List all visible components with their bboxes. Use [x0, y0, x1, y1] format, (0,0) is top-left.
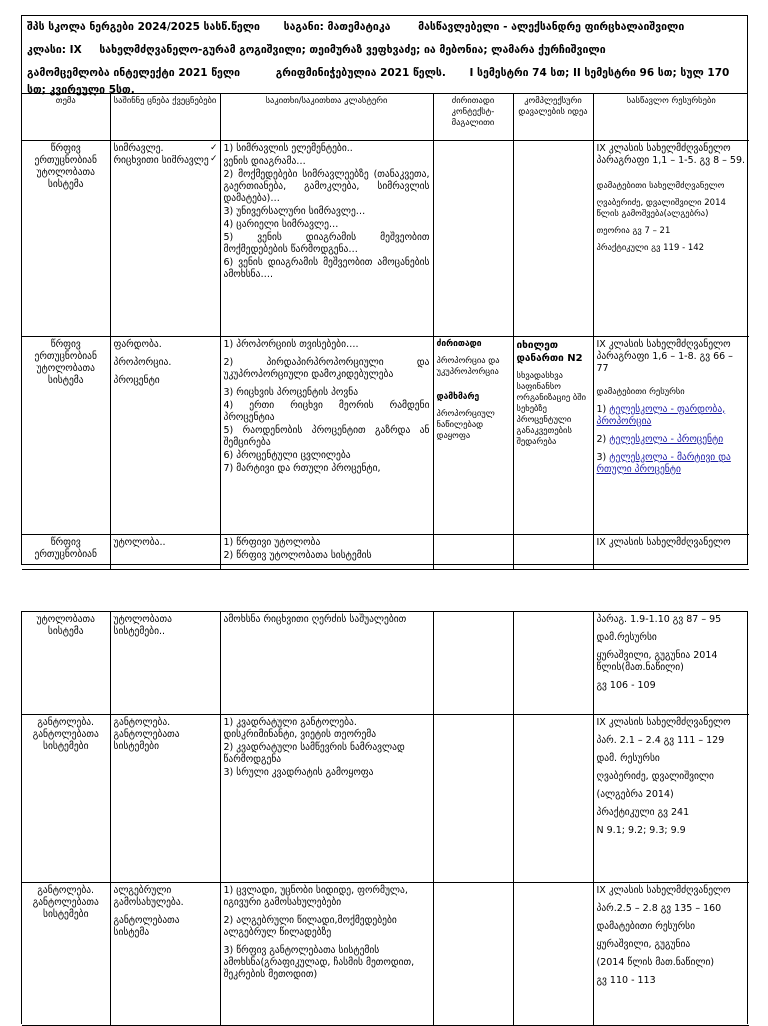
resource-item: ღვაბერიძე, დვალიშვილი 2014 წლის გამოშვება(ალგებრა): [596, 197, 726, 219]
resource-item: გვ 106 - 109: [596, 680, 656, 691]
task-label: იხილეთ დანართი N2: [516, 339, 583, 364]
table-row: [22, 534, 749, 569]
table-header-row: [22, 94, 749, 140]
resources-cell: [593, 612, 749, 714]
issue-item: 2) პირდაპირპროპორციული და უკუპროპორციული დამოკიდებულება: [223, 356, 430, 380]
plan-table-page-2: [21, 611, 748, 1024]
issues-cell: [220, 714, 433, 882]
link-number: 2): [596, 433, 607, 445]
issue-item: 1) კვადრატული განტოლება. დისკრიმინანტი, ვიეტის თეორემა: [223, 716, 377, 740]
concepts-cell: უტოლობა..: [110, 534, 220, 569]
issues-cell: [220, 882, 433, 1025]
concepts-cell: [110, 140, 220, 336]
issue-item: 2) კვადრატული სამწევრის ნამრავლად წარმოდგენა: [223, 741, 405, 765]
resource-item: დამატებითი სახელმძღვანელო: [596, 180, 725, 191]
link-number: 1): [596, 403, 607, 415]
header-teacher: მასწავლებელი - ალექსანდრე ფირცხალაიშვილი: [418, 21, 685, 33]
plan-table-continued: [22, 612, 749, 1026]
telescola-link-interest[interactable]: ტელესკოლა - მარტივი და რთული პროცენტი: [596, 451, 731, 475]
checkmark-icon: ✓: [209, 142, 218, 153]
issue-item: 1) პროპორციის თვისებები….: [223, 338, 359, 350]
issue-item: 5) ვენის დიაგრამის მეშვეობით მოქმედებების წარმოდგენა…: [223, 231, 430, 255]
concepts-cell: [110, 882, 220, 1025]
topic-cell: წრფივ ერთუცნობიან უტოლობათა სისტემა: [22, 336, 110, 534]
resource-item: პარ. 2.1 – 2.4 გვ 111 – 129: [596, 734, 725, 746]
context-aux-label: დამხმარე: [436, 391, 480, 402]
plan-table-page-1: [21, 15, 748, 565]
topic-cell: უტოლობათა სისტემა: [22, 612, 110, 714]
resource-item: ღვაბერიძე, დვალიშვილი: [596, 770, 714, 782]
header-line-2: [27, 42, 742, 59]
issue-item: 2) მოქმედებები სიმრავლეებზე (თანაკვეთა, გაერთიანება, გამოკლება, სიმრავლის დამატება)…: [223, 168, 430, 204]
topic-cell: წრფივ ერთუცნობიან უტოლობათა სისტემა: [22, 140, 110, 336]
header-approved: გრიფმინიჭებულია 2021 წელს.: [275, 67, 446, 79]
issue-item: 6) პროცენტული ცვლილება: [223, 449, 351, 461]
issue-item: 1) სიმრავლის ელემენტები..: [223, 142, 353, 154]
resources-cell: [593, 140, 749, 336]
concepts-cell: უტოლობათა სისტემები..: [110, 612, 220, 714]
issue-item: 1) წრფივი უტოლობა: [223, 536, 321, 548]
resource-item: თეორია გვ 7 – 21: [596, 225, 671, 236]
resource-item: პარაგ. 1.9-1.10 გვ 87 – 95: [596, 614, 722, 625]
concepts-cell: [110, 336, 220, 534]
resource-item: IX კლასის სახელმძღვანელო: [596, 716, 731, 728]
issue-item: 5) რაოდენობის პროცენტით გაზრდა ან შემცირება: [223, 424, 430, 448]
concept-item: განტოლებათა სისტემა: [113, 914, 180, 938]
checkmark-icon: ✓: [209, 153, 218, 164]
resource-item: დამ.რესურსი: [596, 632, 657, 643]
resource-item: პარ.2.5 – 2.8 გვ 135 – 160: [596, 902, 722, 914]
context-cell: [433, 714, 513, 882]
resource-item: IX კლასის სახელმძღვანელო პარაგრაფი 1,1 – 1-5. გვ 8 – 59.: [596, 142, 746, 166]
concept-item: რიცხვითი სიმრავლე: [113, 154, 209, 166]
issue-item: 2) ალგებრული წილადი,მოქმედებები ალგებრულ წილადებზე: [223, 914, 397, 938]
issue-item: 3) სრული კვადრატის გამოყოფა: [223, 766, 374, 778]
context-aux-text: პროპორციულ ნაწილებად დაყოფა: [436, 408, 495, 441]
concept-item: ფარდობა.: [113, 338, 162, 350]
issue-item: ვენის დიაგრამა…: [223, 155, 306, 167]
header-textbook: სახელმძღვანელო-გურამ გოგიშვილი; თეიმურაზ ვეფხვაძე; ია მებონია; ლამარა ქურჩიშვილი: [99, 44, 606, 56]
col-header-concepts: საშინნე ცნება ქვეცნებები: [110, 94, 220, 140]
resource-item: პრაქტიკული გვ 119 - 142: [596, 242, 705, 253]
header-school: შპს სკოლა ნერგები 2024/2025 სასწ.წელი: [27, 21, 260, 33]
task-text: სხვადასხვა საფინანსო ორგანიზაციე ბში სეხებზე პროცენტული განაკვეთების შედარება: [516, 370, 587, 447]
resources-cell: [593, 336, 749, 534]
context-cell: [433, 534, 513, 569]
concepts-cell: განტოლება. განტოლებათა სისტემები: [110, 714, 220, 882]
issues-cell: ამოხსნა რიცხვითი ღერძის საშუალებით: [220, 612, 433, 714]
context-cell: [433, 140, 513, 336]
resource-item: (ალგებრა 2014): [596, 788, 674, 800]
concept-item: პროპორცია.: [113, 356, 172, 368]
resource-item: გვ 110 - 113: [596, 974, 656, 986]
header-line-1: [27, 19, 742, 36]
resource-item: IX კლასის სახელმძღვანელო: [596, 884, 731, 896]
issue-item: 1) ცვლადი, უცნობი სიდიდე, ფორმულა, იგივური გამოსახულებები: [223, 884, 408, 908]
telescola-link-percent[interactable]: ტელესკოლა - პროცენტი: [609, 433, 724, 445]
header-hours: I სემესტრი 74 სთ; II სემესტრი 96 სთ; სულ 170 სთ; კვირეული 5სთ.: [27, 67, 730, 96]
context-main-text: პროპორცია და უკუპროპორცია: [436, 355, 500, 377]
resource-item: (2014 წლის მათ.ნაწილი): [596, 956, 715, 968]
col-header-resources: სასწავლო რესურსები: [593, 94, 749, 140]
resources-cell: [593, 714, 749, 882]
task-cell: [513, 534, 593, 569]
resource-link-row: [597, 452, 747, 476]
issue-item: 2) წრფივ უტოლობათა სისტემის: [223, 549, 372, 561]
header-grade: კლასი: IX: [27, 44, 82, 56]
plan-header: [22, 16, 747, 94]
table-row: [22, 714, 749, 882]
issue-item: 4) ერთი რიცხვი მეორის რამდენი პროცენტია: [223, 399, 430, 423]
table-row: [22, 140, 749, 336]
issue-item: 3) რიცხვის პროცენტის პოვნა: [223, 386, 359, 398]
col-header-task: კომპლექსური დავალების იდეა: [513, 94, 593, 140]
resource-extra-label: დამატებითი რესურსი: [596, 386, 685, 397]
task-cell: [513, 140, 593, 336]
issue-item: 3) წრფივ განტოლებათა სისტემის ამოხსნა(გრაფიკულად, ჩასმის მეთოდით, შეკრების მეთოდით): [223, 944, 415, 980]
plan-table: [22, 94, 749, 570]
link-number: 3): [596, 451, 607, 463]
issue-item: 3) უნივერსალური სიმრავლე…: [223, 205, 366, 217]
task-cell: [513, 612, 593, 714]
task-cell: [513, 882, 593, 1025]
issue-item: 6) ვენის დიაგრამის მეშვეობით ამოცანების ამოხსნა….: [223, 256, 430, 280]
concept-item: ალგებრული გამოსახულება.: [113, 884, 184, 908]
issues-cell: [220, 336, 433, 534]
col-header-topic: თემა: [22, 94, 110, 140]
issue-item: 4) ცარიელი სიმრავლე…: [223, 218, 339, 230]
resources-cell: IX კლასის სახელმძღვანელო: [593, 534, 749, 569]
task-cell: [513, 714, 593, 882]
resources-cell: [593, 882, 749, 1025]
resource-item: დამატებითი რესურსი: [596, 920, 696, 932]
resource-item: დამ. რესურსი: [596, 752, 660, 764]
context-main-label: ძირითადი: [436, 338, 482, 349]
concept-item: სიმრავლე.: [113, 142, 164, 154]
telescola-link-ratio[interactable]: ტელესკოლა - ფარდობა, პროპორცია: [596, 403, 726, 427]
col-header-context: ძირითადი კონტექსტ-მაგალითი: [433, 94, 513, 140]
context-cell: [433, 612, 513, 714]
issue-item: 7) მარტივი და რთული პროცენტი,: [223, 462, 381, 474]
context-cell: [433, 336, 513, 534]
task-cell: [513, 336, 593, 534]
issues-cell: [220, 140, 433, 336]
resource-link-row: [597, 434, 747, 446]
resource-item: ყურაშვილი, გუგუნია: [596, 938, 691, 950]
resource-item: პრაქტიკული გვ 241: [596, 806, 690, 818]
topic-cell: განტოლება. განტოლებათა სისტემები: [22, 714, 110, 882]
table-row: [22, 336, 749, 534]
header-subject: საგანი: მათემატიკა: [283, 21, 391, 33]
resource-item: IX კლასის სახელმძღვანელო პარაგრაფი 1,6 – 1-8. გვ 66 – 77: [596, 338, 733, 374]
col-header-issues: საკითხი/საკითხთა კლასტერი: [220, 94, 433, 140]
table-row: [22, 882, 749, 1025]
topic-cell: წრფივ ერთუცნობიან: [22, 534, 110, 569]
table-row: [22, 612, 749, 714]
resource-item: ყურაშვილი, გუგუნია 2014 წლის(მათ.ნაწილი): [596, 650, 718, 673]
context-cell: [433, 882, 513, 1025]
header-publisher: გამომცემლობა ინტელექტი 2021 წელი: [27, 67, 241, 79]
resource-link-row: [597, 404, 747, 428]
issues-cell: [220, 534, 433, 569]
resource-item: N 9.1; 9.2; 9.3; 9.9: [596, 824, 686, 836]
concept-item: პროცენტი: [113, 374, 160, 386]
topic-cell: განტოლება. განტოლებათა სისტემები: [22, 882, 110, 1025]
